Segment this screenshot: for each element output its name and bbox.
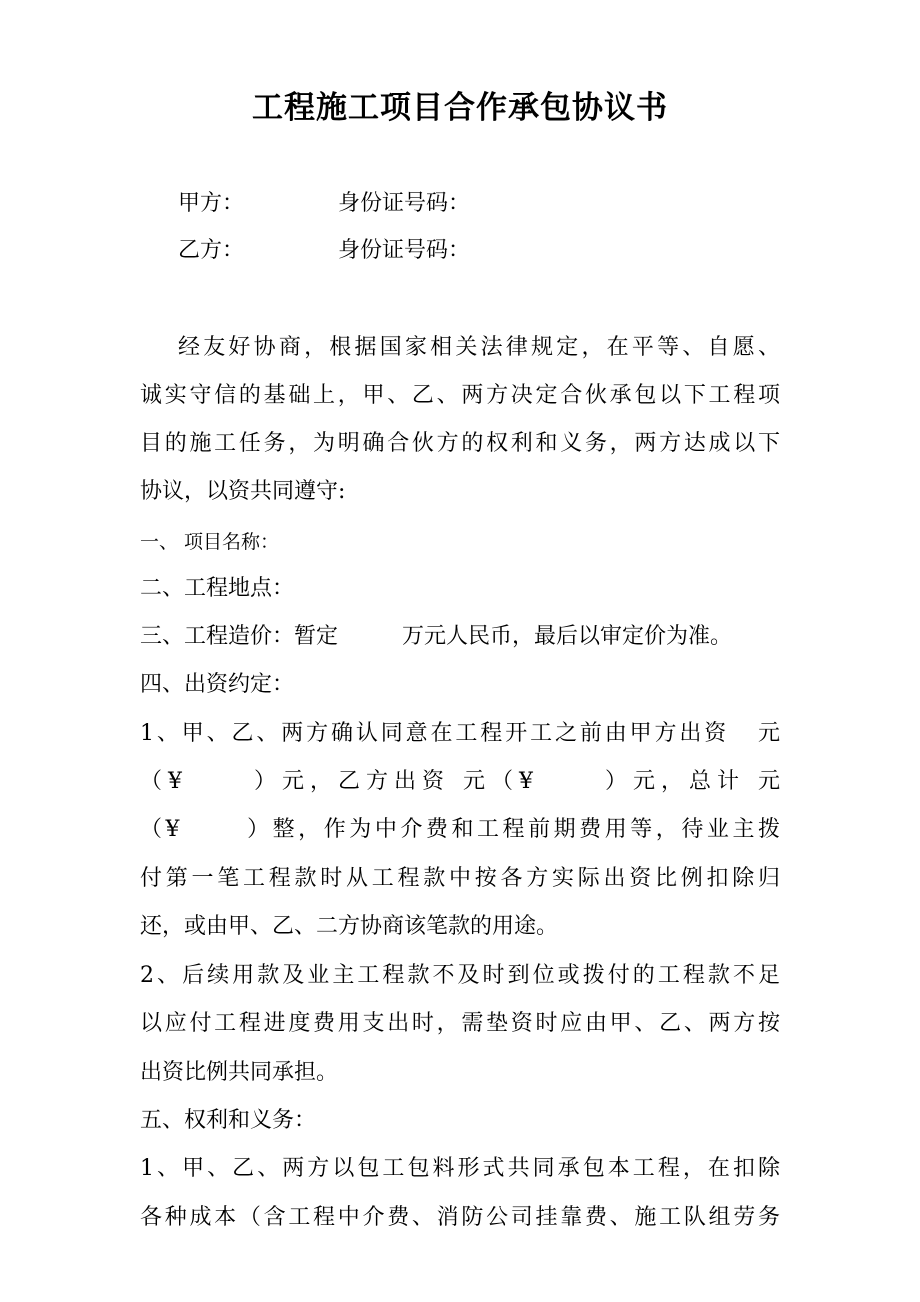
document-title: 工程施工项目合作承包协议书 <box>252 90 668 126</box>
intro-line-1: 经友好协商，根据国家相关法律规定，在平等、自愿、 <box>178 335 780 360</box>
clause-4-1-line-3 <box>140 815 780 845</box>
party-b-contribution: ）元，乙方出资 <box>254 769 450 794</box>
clause-4-1-line-2 <box>140 767 780 797</box>
section-2-location: 二、工程地点： <box>140 576 295 601</box>
party-b-label: 乙方： <box>178 238 245 263</box>
section-5-rights: 五、权利和义务： <box>140 1108 317 1133</box>
clause-4-1-line-4: 付第一笔工程款时从工程款中按各方实际出资比例扣除归 <box>140 866 780 891</box>
section-3-prefix: 三、工程造价：暂定 <box>140 624 339 649</box>
party-a-label: 甲方： <box>178 191 245 216</box>
yen-open-2: 元（¥ <box>463 769 533 794</box>
section-3-cost <box>140 622 732 652</box>
clause-4-1-line-5: 还，或由甲、乙、二方协商该笔款的用途。 <box>140 914 559 939</box>
clause-4-1-line-1 <box>140 719 780 749</box>
clause-4-2-line-3: 出资比例共同承担。 <box>140 1060 339 1085</box>
intro-line-4: 协议，以资共同遵守: <box>140 479 346 504</box>
clause-4-1-unit: 元 <box>755 721 780 746</box>
section-3-suffix: 万元人民币，最后以审定价为准。 <box>402 624 733 649</box>
intro-line-2: 诚实守信的基础上，甲、乙、两方决定合伙承包以下工程项 <box>140 383 780 408</box>
clause-4-1-purpose: ）整，作为中介费和工程前期费用等，待业主拨 <box>243 817 780 842</box>
clause-4-2-line-2: 以应付工程进度费用支出时，需垫资时应由甲、乙、两方按 <box>140 1011 780 1036</box>
yen-open: （¥ <box>140 769 182 794</box>
section-4-funding: 四、出资约定： <box>140 672 295 697</box>
total-unit: 元 <box>758 769 781 794</box>
clause-5-1-line-2: 各种成本（含工程中介费、消防公司挂靠费、施工队组劳务 <box>140 1205 780 1230</box>
clause-4-1-text: 1、甲、乙、两方确认同意在工程开工之前由甲方出资 <box>140 721 730 746</box>
party-b-id-label: 身份证号码： <box>338 238 471 263</box>
section-1-project-name: 一、 项目名称： <box>140 531 280 553</box>
total-label: ）元，总计 <box>605 769 745 794</box>
clause-5-1-line-1: 1、甲、乙、两方以包工包料形式共同承包本工程，在扣除 <box>140 1156 780 1181</box>
party-a-id-label: 身份证号码： <box>338 191 471 216</box>
yen-open-3: （¥ <box>140 817 180 842</box>
clause-4-2-line-1: 2、后续用款及业主工程款不及时到位或拨付的工程款不足 <box>140 963 780 988</box>
intro-line-3: 目的施工任务，为明确合伙方的权利和义务，两方达成以下 <box>140 431 780 456</box>
